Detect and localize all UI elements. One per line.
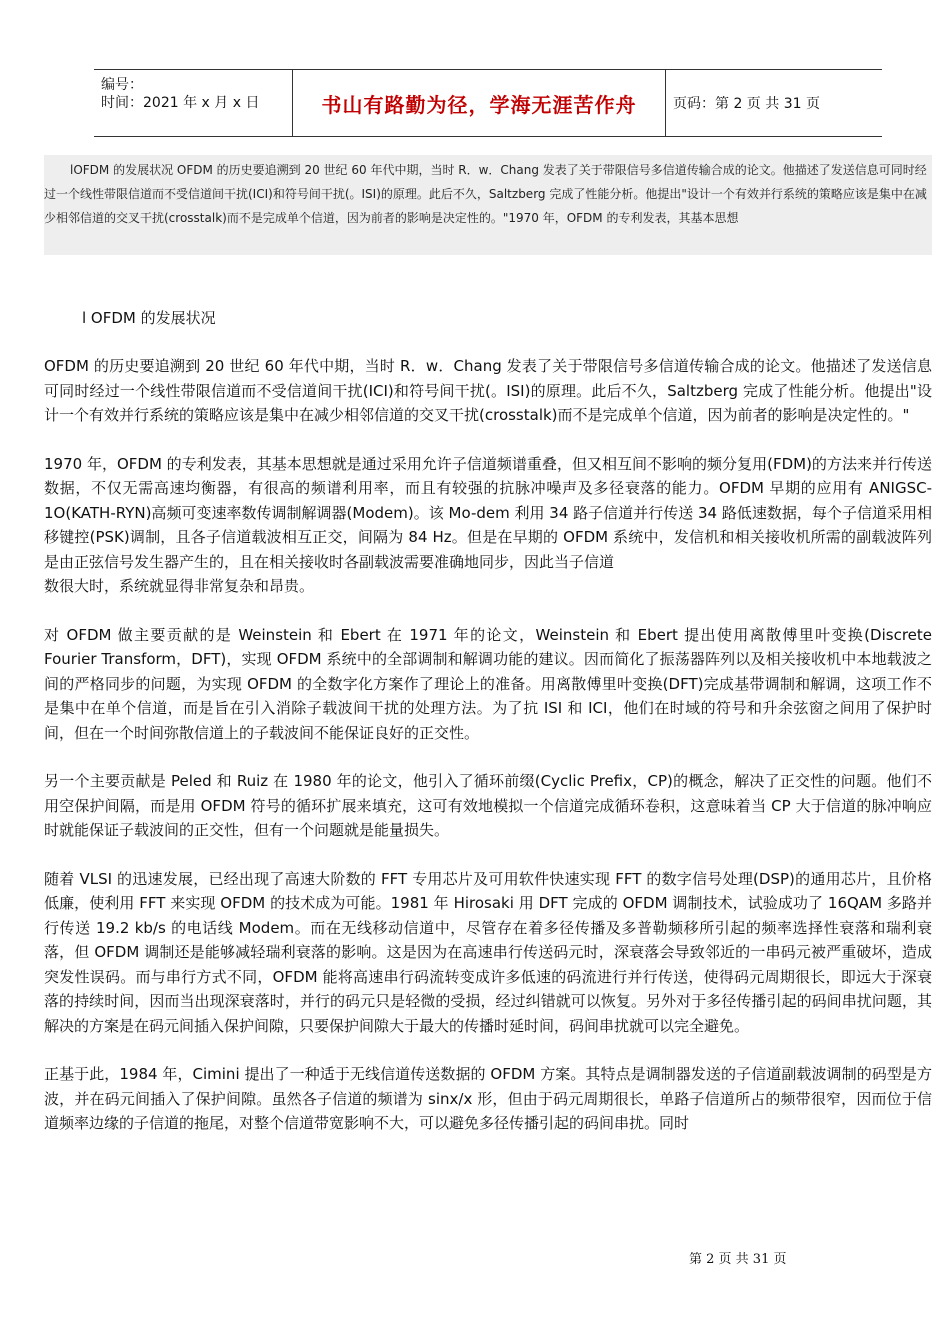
paragraph: OFDM 的历史要追溯到 20 世纪 60 年代中期，当时 R．w．Chang 发表了关于带限信号多信道传输合成的论文。他描述了发送信息可同时经过一个线性带限信道而不受信道间干扰(ICI)和符号间干扰(。ISI)的原理。此后不久，Saltzberg 完成了性能分析。他提出"设计一个有效并行系统的策略应该是集中在减少相邻信道的交叉干扰(crosstalk)而不是完成单个信道，因为前者的影响是决定性的。" (44, 357, 932, 424)
paragraph: 数很大时，系统就显得非常复杂和昂贵。 (44, 577, 315, 595)
section-title: l OFDM 的发展状况 (82, 309, 216, 327)
time-label: 时间：2021 年 x 月 x 日 (101, 95, 260, 111)
paragraph: 随着 VLSI 的迅速发展，已经出现了高速大阶数的 FFT 专用芯片及可用软件快速实现 FFT 的数字信号处理(DSP)的通用芯片，且价格低廉，使利用 FFT 来实现 OFDM 的技术成为可能。1981 年 Hirosaki 用 DFT 完成的 OFDM 调制技术，试验成功了 16QAM 多路并行传送 19.2 kb/s 的电话线 Modem。而在无线移动信道中，尽管存在着多径传播及多普勒频移所引起的频率选择性衰落和瑞利衰落，但 OFDM 调制还是能够减轻瑞利衰落的影响。这是因为在高速串行传送码元时，深衰落会导致邻近的一串码元被严重破坏，造成突发性误码。而与串行方式不同，OFDM 能将高速串行码流转变成许多低速的码流进行并行传送，使得码元周期很长，即远大于深衰落的持续时间，因而当出现深衰落时，并行的码元只是轻微的受损，经过纠错就可以恢复。另外对于多径传播引起的码间串扰问题，其解决的方案是在码元间插入保护间隙，只要保护间隙大于最大的传播时延时间，码间串扰就可以完全避免。 (44, 869, 932, 1035)
page-footer: 第 2 页 共 31 页 (689, 1252, 787, 1267)
page-label: 页码：第 2 页 共 31 页 (673, 96, 820, 112)
abstract-text: lOFDM 的发展状况 OFDM 的历史要追溯到 20 世纪 60 年代中期，当时 R．w．Chang 发表了关于带限信号多信道传输合成的论文。他描述了发送信息可同时经过一个线性带限信道而不受信道间干扰(ICI)和符号间干扰(。ISI)的原理。此后不久，Saltzberg 完成了性能分析。他提出"设计一个有效并行系统的策略应该是集中在减少相邻信道的交叉干扰(crosstalk)而不是完成单个信道，因为前者的影响是决定性的。"1970 年，OFDM 的专利发表，其基本思想 (44, 163, 927, 225)
header-meta-cell (94, 70, 292, 136)
page-header (94, 69, 882, 137)
header-motto-cell (292, 70, 666, 136)
motto: 书山有路勤为径，学海无涯苦作舟 (321, 92, 637, 117)
paragraph: 另一个主要贡献是 Peled 和 Ruiz 在 1980 年的论文，他引入了循环前缀(Cyclic Prefix，CP)的概念，解决了正交性的问题。他们不用空保护间隔，而是用 OFDM 符号的循环扩展来填充，这可有效地模拟一个信道完成循环卷积，这意味着当 CP 大于信道的脉冲响应时就能保证子载波间的正交性，但有一个问题就是能量损失。 (44, 772, 932, 839)
body-text (44, 354, 932, 1160)
paragraph: 对 OFDM 做主要贡献的是 Weinstein 和 Ebert 在 1971 年的论文，Weinstein 和 Ebert 提出使用离散傅里叶变换(Discrete Fourier Transform，DFT)，实现 OFDM 系统中的全部调制和解调功能的建议。因而简化了振荡器阵列以及相关接收机中本地载波之间的严格同步的问题，为实现 OFDM 的全数字化方案作了理论上的准备。用离散傅里叶变换(DFT)完成基带调制和解调，这项工作不是集中在单个信道，而是旨在引入消除子载波间干扰的处理方法。为了抗 ISI 和 ICI，他们在时域的符号和升余弦窗之间用了保护时间，但在一个时间弥散信道上的子载波间不能保证良好的正交性。 (44, 625, 932, 742)
paragraph: 1970 年，OFDM 的专利发表，其基本思想就是通过采用允许子信道频谱重叠，但又相互间不影响的频分复用(FDM)的方法来并行传送数据，不仅无需高速均衡器，有很高的频谱利用率，而且有较强的抗脉冲噪声及多径衰落的能力。OFDM 早期的应用有 ANIGSC-1O(KATH-RYN)高频可变速率数传调制解调器(Modem)。该 Mo-dem 利用 34 路子信道并行传送 34 路低速数据，每个子信道采用相移键控(PSK)调制，且各子信道载波相互正交，间隔为 84 Hz。但是在早期的 OFDM 系统中，发信机和相关接收机所需的副载波阵列是由正弦信号发生器产生的，且在相关接收时各副载波需要准确地同步，因此当子信道 (44, 454, 932, 571)
paragraph: 正基于此，1984 年，Cimini 提出了一种适于无线信道传送数据的 OFDM 方案。其特点是调制器发送的子信道副载波调制的码型是方波，并在码元间插入了保护间隙。虽然各子信道的频谱为 sinx/x 形，但由于码元周期很长，单路子信道所占的频带很窄，因而位于信道频率边缘的子信道的拖尾，对整个信道带宽影响不大，可以避免多径传播引起的码间串扰。同时 (44, 1065, 932, 1132)
header-page-cell (665, 70, 882, 136)
abstract-box (44, 155, 932, 255)
serial-label: 编号： (101, 77, 143, 93)
